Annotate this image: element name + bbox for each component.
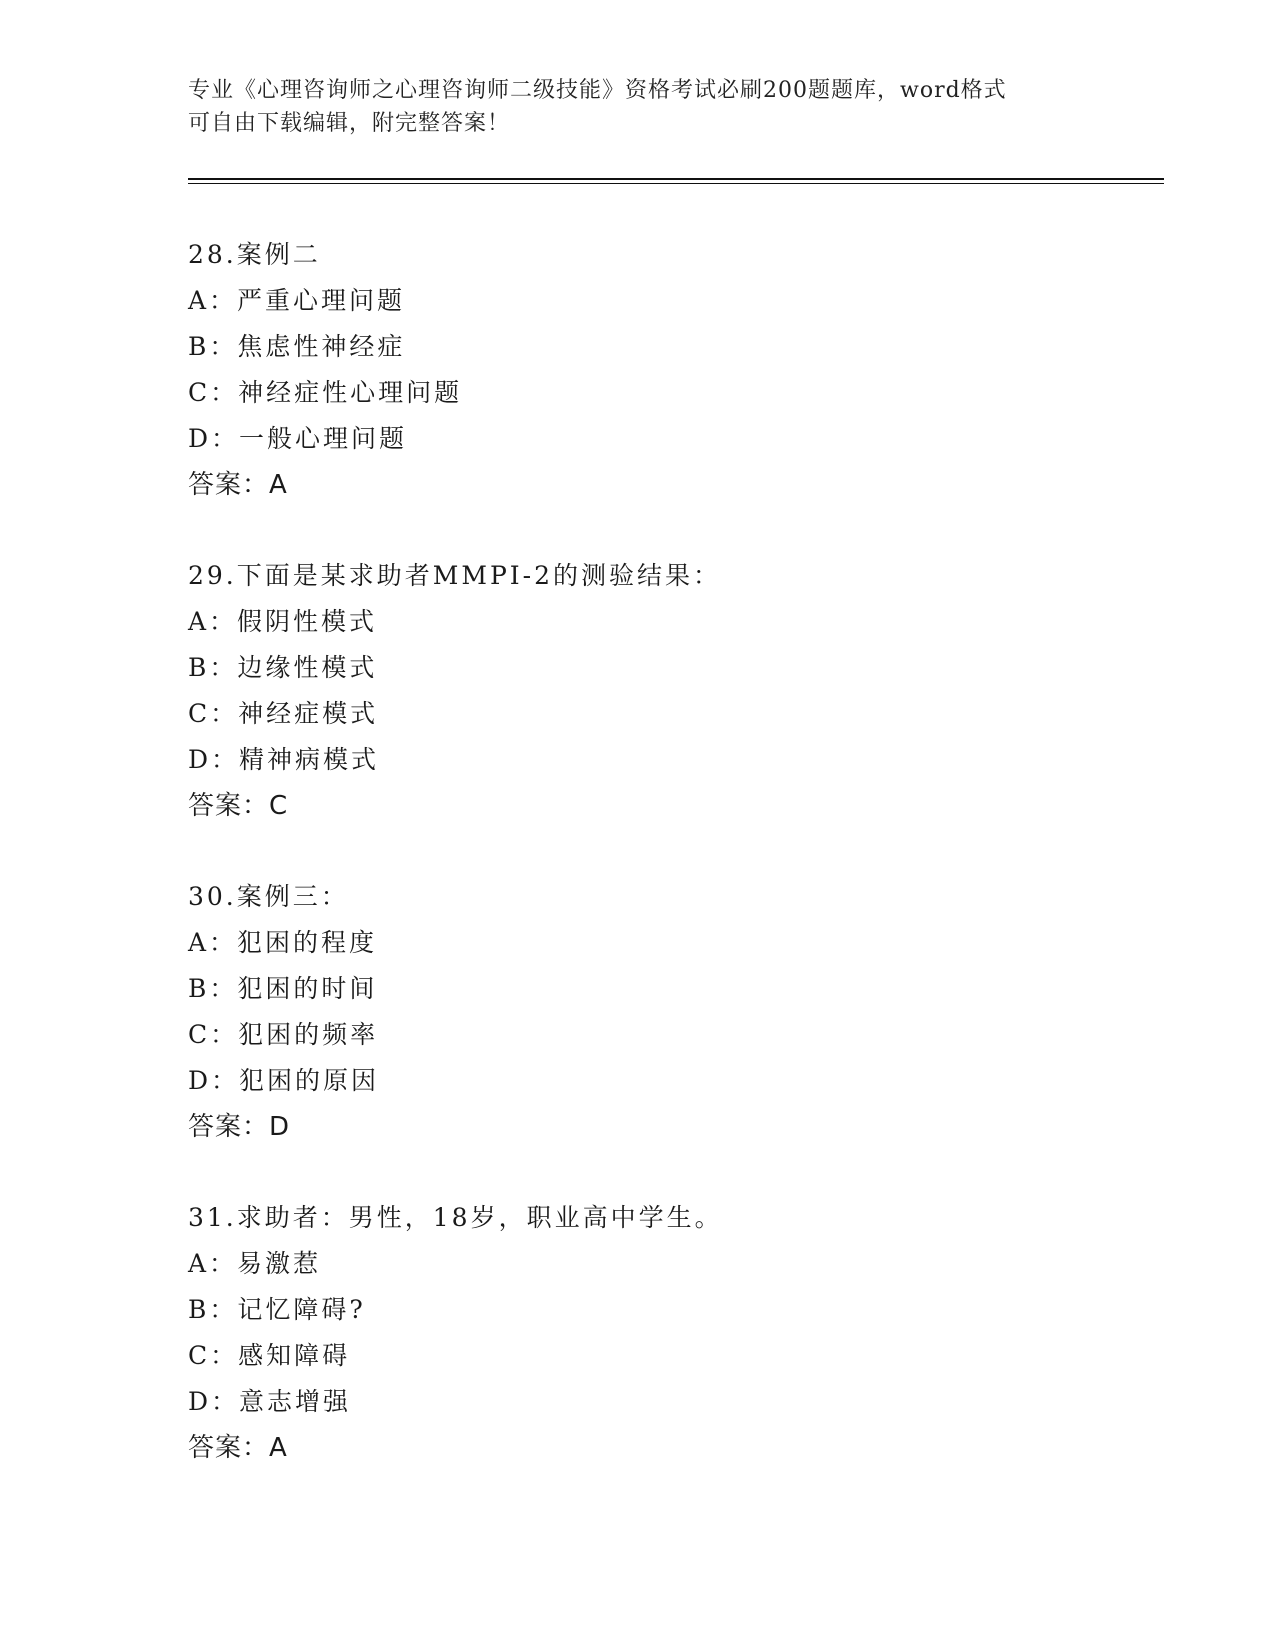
option-c: C：犯困的频率	[188, 1020, 379, 1049]
question-30	[188, 874, 1148, 1150]
answer: 答案：D	[188, 1112, 291, 1142]
option-c: C：神经症性心理问题	[188, 378, 463, 407]
option-a: A：假阴性模式	[188, 607, 378, 636]
question-29	[188, 553, 1148, 829]
question-title: 31.求助者：男性，18岁，职业高中学生。	[188, 1203, 723, 1232]
question-title: 29.下面是某求助者MMPI-2的测验结果：	[188, 561, 722, 590]
option-a: A：犯困的程度	[188, 928, 378, 957]
header-line-2: 可自由下载编辑，附完整答案！	[188, 111, 511, 136]
option-d: D：意志增强	[188, 1387, 352, 1416]
question-31	[188, 1195, 1148, 1471]
header-divider-thin	[188, 183, 1164, 184]
question-title: 28.案例二	[188, 240, 321, 269]
option-b: B：焦虑性神经症	[188, 332, 406, 361]
header-line-1: 专业《心理咨询师之心理咨询师二级技能》资格考试必刷200题题库，word格式	[188, 78, 1007, 103]
header-divider-thick	[188, 178, 1164, 180]
option-b: B：犯困的时间	[188, 974, 378, 1003]
answer: 答案：A	[188, 1433, 288, 1463]
option-a: A：易激惹	[188, 1249, 322, 1278]
option-b: B：记忆障碍?	[188, 1295, 366, 1324]
option-d: D：犯困的原因	[188, 1066, 380, 1095]
answer: 答案：A	[188, 470, 288, 500]
option-c: C：感知障碍	[188, 1341, 351, 1370]
question-28	[188, 232, 1148, 508]
question-list	[188, 232, 1148, 1516]
question-title: 30.案例三：	[188, 882, 349, 911]
option-d: D：精神病模式	[188, 745, 380, 774]
option-d: D：一般心理问题	[188, 424, 408, 453]
document-header	[188, 74, 1088, 140]
option-b: B：边缘性模式	[188, 653, 378, 682]
answer: 答案：C	[188, 791, 289, 821]
option-a: A：严重心理问题	[188, 286, 406, 315]
option-c: C：神经症模式	[188, 699, 379, 728]
